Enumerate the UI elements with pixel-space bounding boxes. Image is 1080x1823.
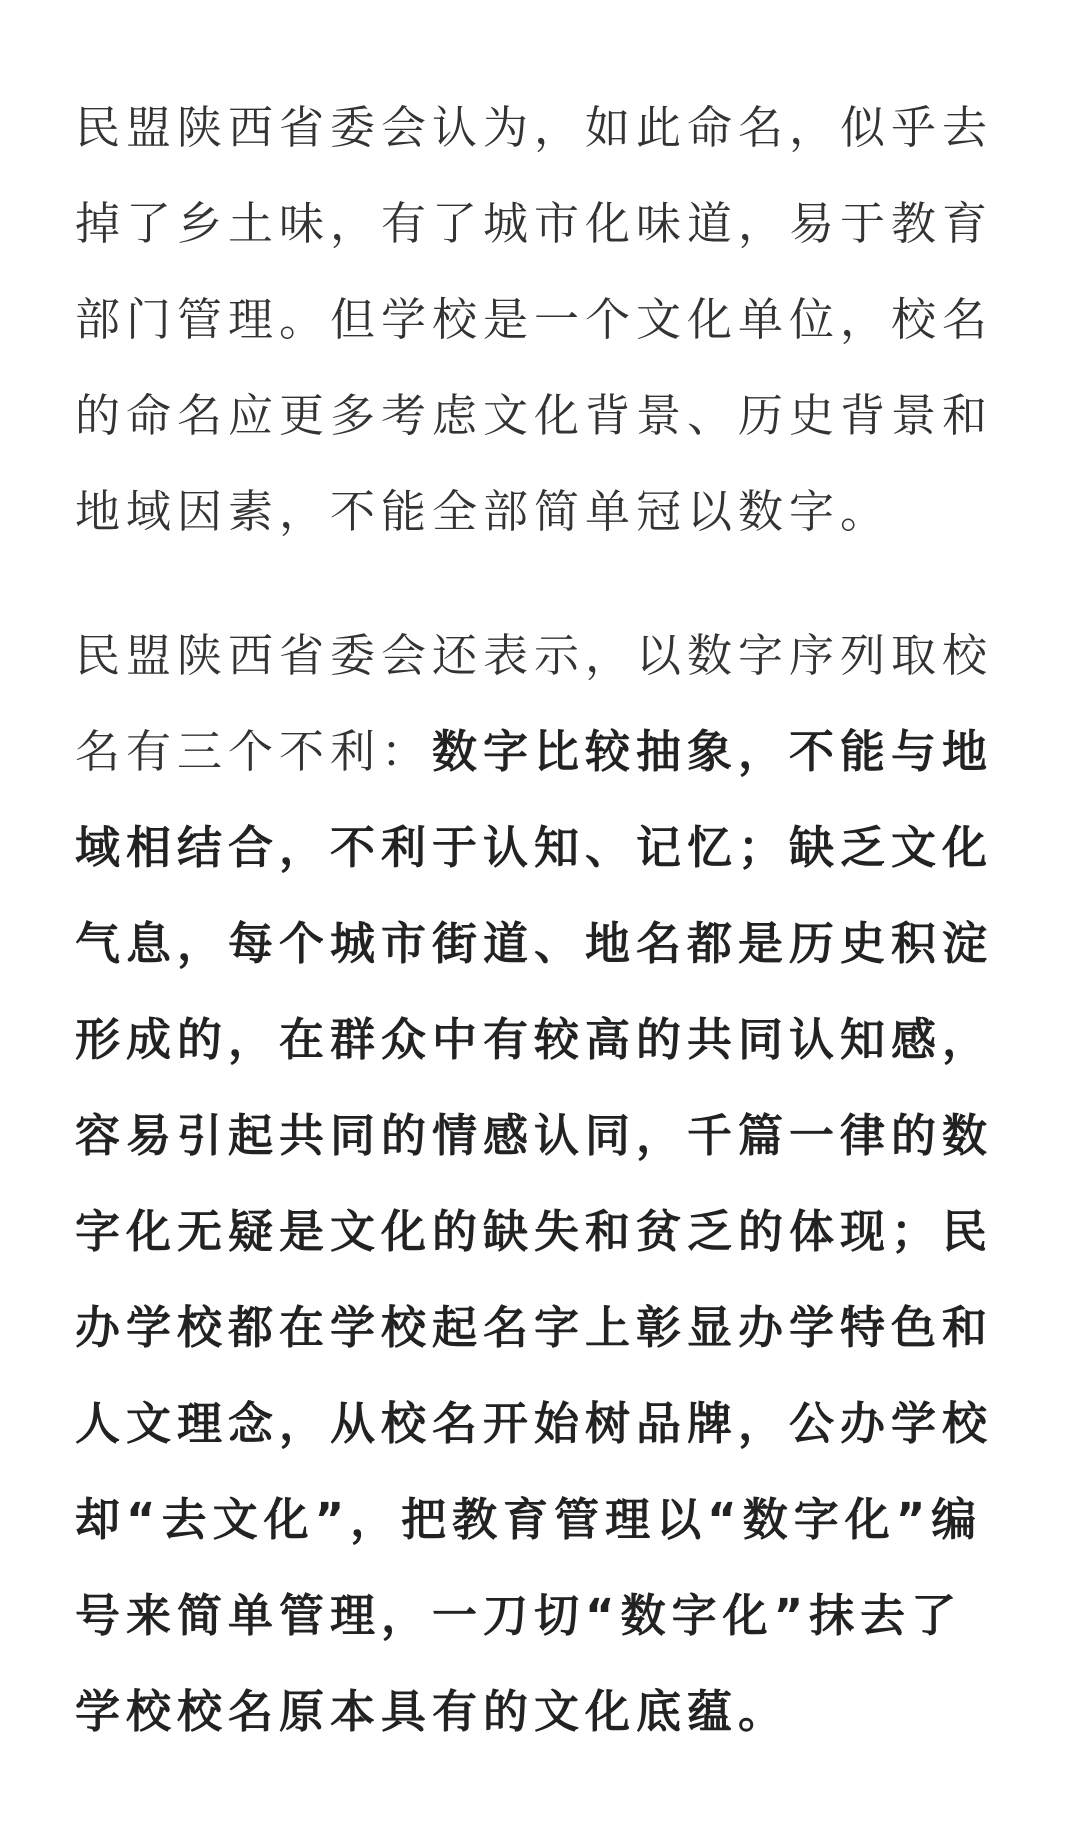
paragraph-2-emphasis: 数字比较抽象，不能与地域相结合，不利于认知、记忆；缺乏文化气息，每个城市街道、地名都是历史积淀形成的，在群众中有较高的共同认知感，容易引起共同的情感认同，千篇一律的数字化无疑是文化的缺失和贫乏的体现；民办学校都在学校起名字上彰显办学特色和人文理念，从校名开始树品牌，公办学校却“去文化”，把教育管理以“数字化”编号来简单管理，一刀切“数字化”抹去了学校校名原本具有的文化底蕴。 (75, 725, 994, 1738)
paragraph-2 (75, 608, 1005, 1760)
article-body (75, 80, 1005, 1808)
paragraph-1: 民盟陕西省委会认为，如此命名，似乎去掉了乡土味，有了城市化味道，易于教育部门管理。但学校是一个文化单位，校名的命名应更多考虑文化背景、历史背景和地域因素，不能全部简单冠以数字。 (75, 101, 994, 538)
paragraph-2-lead: 民盟陕西省委会还表示，以数字序列取校名有三个不利： (75, 629, 994, 778)
